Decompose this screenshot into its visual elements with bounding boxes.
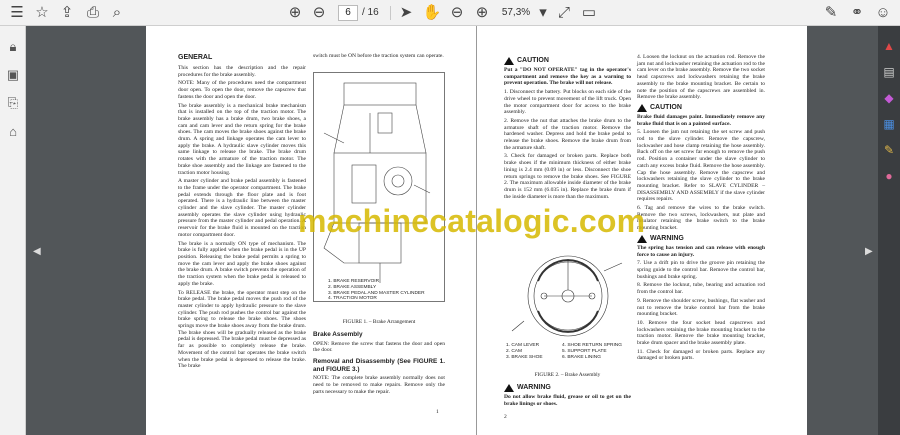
- caution-1-text: Put a "DO NOT OPERATE" tag in the operator's compartment and remove the key as a warning to prevent operation. The brake will not release.: [504, 67, 631, 87]
- print-icon[interactable]: ⎙: [86, 4, 99, 21]
- master-cylinder-paragraph: A master cylinder and brake pedal assembly is fastened to the frame under the operator compartment. The brake pedal extends through the floor plate and is foot operated. There is a hydraulic line between the master cylinder and the slave cylinder. The master cylinder assembly operates the slave cylinder using hydraulic pressure from the master cylinder and pedal operation. A reservoir for the brake fluid is mounted on the traction motor compartment door.: [178, 178, 306, 238]
- warning-1-text: Do not allow brake fluid, grease or oil to get on the brake linings or shoes.: [504, 394, 631, 407]
- page2-column-2: [637, 54, 765, 364]
- watermark-text: machinecatalogic.com: [298, 203, 646, 239]
- page-number-input[interactable]: 6: [338, 5, 358, 21]
- brake-assembly-drawing: [504, 251, 631, 341]
- attachment-icon[interactable]: ⌂: [9, 123, 17, 139]
- removal-note: NOTE: The complete brake assembly normally does not need to be removed to make repairs. Remove only the parts necessary to make the repair.: [313, 375, 445, 395]
- page1-column-1: [178, 53, 306, 372]
- legend-item: 1. BRAKE RESERVOIR: [328, 279, 380, 284]
- account-icon[interactable]: ☺: [875, 4, 891, 21]
- caution-1: [504, 57, 631, 65]
- page-total: / 16: [362, 7, 379, 18]
- page-number: 1: [436, 409, 439, 415]
- caution-triangle-icon: [504, 57, 514, 65]
- step-10: 10. Remove the four socket head capscrews and lockwashers retaining the brake mounting bracket to the traction motor. Remove the brake mounting bracket, brake drum spacer and the brake assembly plate.: [637, 319, 765, 347]
- sign-pen-icon[interactable]: ✎: [824, 4, 838, 21]
- normally-on-paragraph: The brake is a normally ON type of mechanism. The brake is fully applied when the brake pedal is in the UP position. Releasing the brake pedal permits a spring to move the cam lever and apply the brake shoes against the brake drum. A brake switch prevents the operation of the traction system when the brake pedal is released to apply the brake.: [178, 240, 306, 287]
- caution-2-text: Brake fluid damages paint. Immediately remove any brake fluid that is on a painted surface.: [637, 113, 765, 127]
- toolbar-divider: [390, 6, 391, 20]
- general-heading: GENERAL: [178, 54, 213, 61]
- legend-item: 4. SHOE RETURN SPRING: [562, 343, 622, 348]
- legend-item: 5. SUPPORT PLATE: [562, 348, 607, 354]
- brake-assembly-heading: Brake Assembly: [313, 331, 363, 338]
- share-icon[interactable]: ⚭: [850, 4, 864, 21]
- combine-files-icon[interactable]: ◆: [884, 91, 894, 105]
- select-pointer-icon[interactable]: ➤: [399, 4, 413, 21]
- caution-label: CAUTION: [517, 56, 549, 64]
- comment-tool-icon[interactable]: ●: [885, 169, 893, 183]
- export-pdf-icon[interactable]: ▲: [883, 39, 895, 53]
- hand-tool-icon[interactable]: ✋: [422, 4, 442, 21]
- bookmark-star-icon[interactable]: ☆: [35, 4, 49, 21]
- removal-heading: Removal and Disassembly (See FIGURE 1. and FIGURE 3.): [313, 358, 445, 373]
- right-tool-panel: [878, 26, 900, 435]
- legend-item: 6. BRAKE LINING: [562, 354, 601, 360]
- previous-page-arrow-icon[interactable]: ◀: [33, 246, 41, 257]
- scroll-down-icon[interactable]: ⊖: [312, 4, 326, 21]
- legend-item: 2. BRAKE ASSEMBLY: [328, 284, 377, 290]
- warning-1: [504, 384, 631, 392]
- brake-assembly-open-text: OPEN: Remove the screw that fastens the door and open the door.: [313, 340, 445, 354]
- step-3: 3. Check for damaged or broken parts. Replace both brake shoes if the minimum thickness of either brake lining is 2.4 mm (0.09 in) or less. Disconnect the shoe return springs to remove the brake shoes. See FIGURE 2. The maximum allowable inside diameter of the brake drum is 152 mm (6.035 in). Replace the brake drum if the inside diameter is more than the maximum.: [504, 153, 631, 200]
- legend-item: 3. BRAKE PEDAL AND MASTER CYLINDER: [328, 290, 425, 296]
- step-1: 1. Disconnect the battery. Put blocks on each side of the drive wheel to prevent movement of the lift truck. Open the motor compartment door for access to the brake assembly.: [504, 89, 631, 116]
- intro-paragraph: This section has the description and the repair procedures for the brake assembly.: [178, 65, 306, 78]
- warning-label: WARNING: [650, 234, 684, 242]
- legend-item: 2. CAM: [506, 348, 522, 354]
- page2-column-1-lower: [504, 381, 631, 409]
- step-11: 11. Check for damaged or broken parts. Replace any damaged or broken parts.: [637, 348, 765, 362]
- step-2: 2. Remove the nut that attaches the brake drum to the armature shaft of the traction motor. Remove the hardened washer. Depress and hold the brake pedal to release the brake shoes. Remove the brake drum from the armature shaft.: [504, 117, 631, 151]
- step-5: 5. Loosen the jam nut retaining the set screw and push rod to the slave cylinder. Remove the capscrew, lockwasher and hose clamp retaining the hose assembly. Back off on the set screw far enough to remove the push rod. Position a container under the slave cylinder to catch any excess brake fluid. Remove the hose assembly. Cap the hose assembly. Remove the capscrew and lockwashers retaining the slave cylinder to the brake mounting bracket. Refer to SLAVE CYLINDER –DISASSEMBLY AND ASSEMBLY if the slave cylinder requires repairs.: [637, 129, 765, 203]
- scroll-up-icon[interactable]: ⊕: [288, 4, 302, 21]
- note-paragraph: NOTE: Many of the procedures need the compartment door open. To open the door, remove the capscrew that fastens the door and open the door.: [178, 80, 306, 100]
- step-4: 4. Loosen the locknut on the actuation rod. Remove the jam nut and lockwasher retaining the actuation rod to the cam lever on the brake assembly. Remove the two socket head capscrews and lockwashers retaining the brake assembly to the brake mounting bracket. Be certain to note the position of the capscrews are assembled in. Remove the brake assembly.: [637, 54, 765, 101]
- pages-thumbnail-icon[interactable]: ▣: [6, 67, 20, 82]
- page-number: 2: [504, 414, 507, 420]
- page1-column-2: [313, 53, 445, 62]
- brake-description-paragraph: The brake assembly is a mechanical brake mechanism that is installed on the top of the traction motor. The brake assembly has a brake drum, two brake shoes, a cam and cam lever and the return spring for the brake shoes. The cam moves the brake shoes against the brake drum. A spring and linkage operates the cam lever to apply the brake. A hydraulic slave cylinder moves this same linkage to release the brake. The brake drum rotates with the armature of the traction motor. The brake shoe assembly and the linkage are fastened to the traction motor housing.: [178, 102, 306, 176]
- comment-icon[interactable]: ▭: [581, 4, 597, 21]
- caution-label: CAUTION: [650, 103, 682, 111]
- zoom-out-icon[interactable]: ⊖: [450, 4, 464, 21]
- warning-label: WARNING: [517, 383, 551, 391]
- warning-2-text: The spring has tension and can release with enough force to cause an injury.: [637, 244, 765, 258]
- caution-2: [637, 104, 765, 112]
- warning-2: [637, 235, 765, 243]
- fit-page-icon[interactable]: ⤢: [557, 4, 570, 21]
- figure-2-legend-left: [506, 343, 543, 360]
- bookmark-icon[interactable]: ⎘: [7, 95, 19, 110]
- figure-2-legend-right: [562, 343, 622, 360]
- upload-icon[interactable]: ⇪: [60, 4, 74, 21]
- figure-2-caption: FIGURE 2. – Brake Assembly: [534, 372, 601, 378]
- step-7: 7. Use a drift pin to drive the groove pin retaining the spring guide to the control bar. Remove the control bar, bushings and brake spring.: [637, 260, 765, 280]
- figure-1-caption: FIGURE 1. – Brake Arrangement: [342, 319, 416, 325]
- zoom-level[interactable]: 57,3%: [501, 7, 531, 18]
- page2-column-1: [504, 54, 631, 202]
- figure-1-brake-arrangement: [313, 72, 445, 302]
- page1-column-2-lower: [313, 331, 445, 397]
- legend-item: 4. TRACTION MOTOR: [328, 296, 377, 302]
- zoom-in-icon[interactable]: ⊕: [475, 4, 489, 21]
- figure-2-brake-assembly: [504, 251, 631, 369]
- zoom-dropdown-icon[interactable]: ▾: [539, 4, 547, 21]
- pdf-toolbar: [0, 0, 900, 26]
- organize-pages-icon[interactable]: ▦: [883, 117, 895, 131]
- left-tool-sidebar: [0, 26, 26, 435]
- release-brake-paragraph: To RELEASE the brake, the operator must step on the brake pedal. The brake pedal moves the push rod of the master cylinder to apply hydraulic pressure to the slave cylinder. The push rod pushes the control bar against the brake spring to release the brake shoes. The shoes springs move the brake shoes away from the brake drum. The brake shoes will be gradually released as the brake pedal is depressed. The brake pedal must be depressed as far as possible to completely release the brake. Movement of the control bar operates the brake switch when the brake pedal is depressed to release the brake. The brake: [178, 289, 306, 370]
- figure-1-legend: [328, 279, 425, 302]
- edit-pdf-icon[interactable]: ▤: [883, 65, 895, 79]
- step-8: 8. Remove the locknut, tube, bearing and actuation rod from the control bar.: [637, 282, 765, 296]
- step-9: 9. Remove the shoulder screw, bushings, flat washer and nut to remove the brake control bar from the brake mounting bracket.: [637, 297, 765, 318]
- switch-continued-text: switch must be ON before the traction system can operate.: [313, 53, 444, 59]
- brake-arrangement-drawing: [314, 73, 446, 303]
- sidebar-toggle-icon[interactable]: ☰: [10, 4, 24, 21]
- search-icon[interactable]: ⌕: [112, 4, 122, 21]
- next-page-arrow-icon[interactable]: ▶: [865, 246, 873, 257]
- caution-triangle-icon: [637, 104, 647, 112]
- fill-sign-icon[interactable]: ✎: [883, 143, 895, 157]
- legend-item: 1. CAM LEVER: [506, 343, 540, 348]
- warning-triangle-icon: [504, 384, 514, 392]
- step-6: 6. Tag and remove the wires to the brake switch. Remove the two screws, lockwashers, nut plate and insulator retaining the brake switch to the brake mounting bracket.: [637, 205, 765, 232]
- legend-item: 3. BRAKE SHOE: [506, 354, 543, 360]
- lock-icon[interactable]: 🔒︎: [9, 39, 17, 54]
